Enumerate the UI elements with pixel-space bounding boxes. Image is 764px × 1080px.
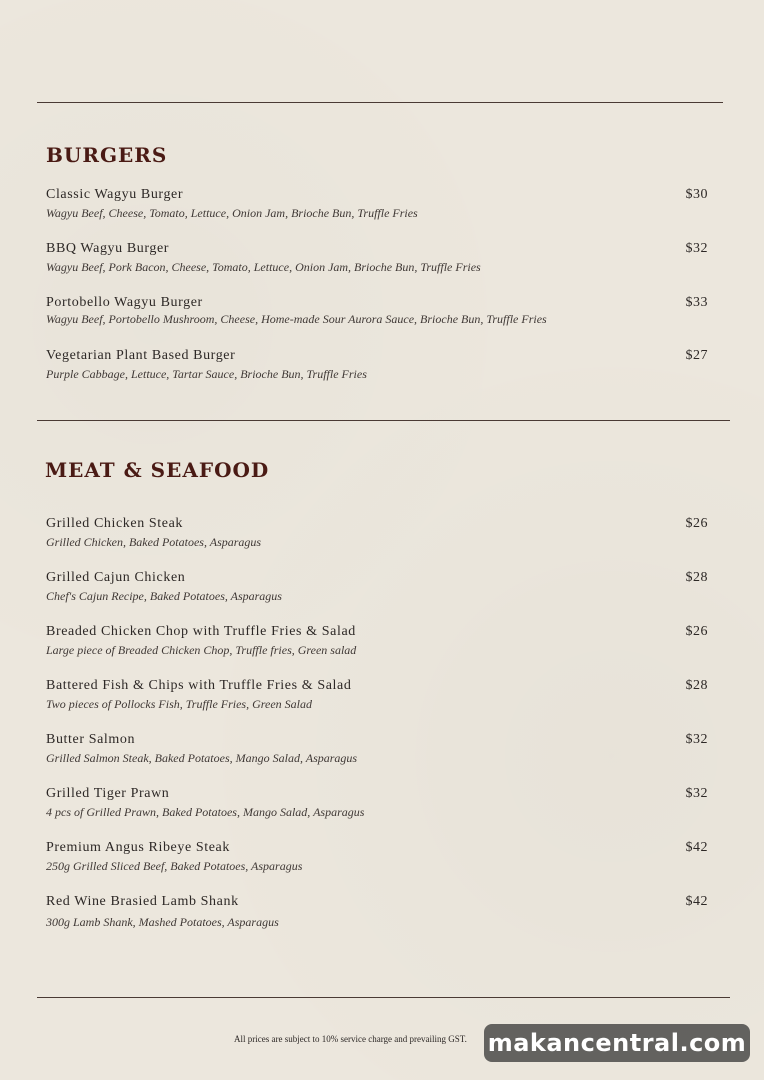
item-name: Classic Wagyu Burger [46, 187, 184, 202]
item-price: $26 [685, 516, 708, 531]
top-divider [37, 102, 723, 103]
item-price: $32 [685, 786, 708, 801]
menu-item [46, 894, 714, 930]
item-name: Butter Salmon [46, 732, 136, 747]
item-description: Wagyu Beef, Portobello Mushroom, Cheese, Home-made Sour Aurora Sauce, Brioche Bun, Truffle Fries [46, 312, 547, 326]
item-description: Two pieces of Pollocks Fish, Truffle Fries, Green Salad [46, 697, 312, 711]
item-name: Battered Fish & Chips with Truffle Fries & Salad [46, 678, 352, 693]
item-price: $42 [685, 894, 708, 909]
menu-item [46, 624, 714, 658]
section-title-burgers: BURGERS [46, 143, 168, 167]
item-price: $30 [685, 187, 708, 202]
watermark-badge: makancentral.com [484, 1024, 750, 1062]
item-description: 4 pcs of Grilled Prawn, Baked Potatoes, Mango Salad, Asparagus [46, 805, 365, 819]
menu-item [46, 187, 714, 221]
item-description: Grilled Chicken, Baked Potatoes, Asparagus [46, 535, 262, 549]
section-title-meat-seafood: MEAT & SEAFOOD [45, 458, 270, 482]
item-description: Chef's Cajun Recipe, Baked Potatoes, Asparagus [46, 589, 282, 603]
bottom-divider [37, 997, 730, 998]
item-name: Grilled Chicken Steak [46, 516, 184, 531]
item-price: $42 [685, 840, 708, 855]
menu-item [46, 348, 714, 382]
menu-item [46, 570, 714, 604]
item-name: Vegetarian Plant Based Burger [46, 348, 236, 363]
item-name: BBQ Wagyu Burger [46, 241, 170, 256]
item-name: Portobello Wagyu Burger [46, 295, 203, 310]
item-price: $27 [685, 348, 708, 363]
menu-item [46, 786, 714, 820]
item-name: Premium Angus Ribeye Steak [46, 840, 230, 855]
service-charge-note: All prices are subject to 10% service charge and prevailing GST. [234, 1034, 467, 1044]
menu-item [46, 295, 714, 327]
item-name: Grilled Cajun Chicken [46, 570, 186, 585]
menu-item [46, 516, 714, 550]
menu-item [46, 840, 714, 874]
item-description: Wagyu Beef, Pork Bacon, Cheese, Tomato, Lettuce, Onion Jam, Brioche Bun, Truffle Fries [46, 260, 481, 274]
menu-item [46, 678, 714, 712]
item-price: $28 [685, 678, 708, 693]
item-price: $28 [685, 570, 708, 585]
item-price: $32 [685, 241, 708, 256]
item-price: $33 [685, 295, 708, 310]
section-divider [37, 420, 730, 421]
item-price: $32 [685, 732, 708, 747]
item-description: Purple Cabbage, Lettuce, Tartar Sauce, Brioche Bun, Truffle Fries [46, 367, 367, 381]
item-description: 250g Grilled Sliced Beef, Baked Potatoes, Asparagus [46, 859, 303, 873]
item-name: Grilled Tiger Prawn [46, 786, 170, 801]
item-description: Grilled Salmon Steak, Baked Potatoes, Mango Salad, Asparagus [46, 751, 358, 765]
item-description: Large piece of Breaded Chicken Chop, Truffle fries, Green salad [46, 643, 357, 657]
menu-item [46, 732, 714, 766]
item-name: Red Wine Brasied Lamb Shank [46, 894, 239, 909]
menu-item [46, 241, 714, 275]
item-description: Wagyu Beef, Cheese, Tomato, Lettuce, Onion Jam, Brioche Bun, Truffle Fries [46, 206, 418, 220]
item-price: $26 [685, 624, 708, 639]
item-description: 300g Lamb Shank, Mashed Potatoes, Asparagus [46, 915, 279, 929]
item-name: Breaded Chicken Chop with Truffle Fries & Salad [46, 624, 356, 639]
